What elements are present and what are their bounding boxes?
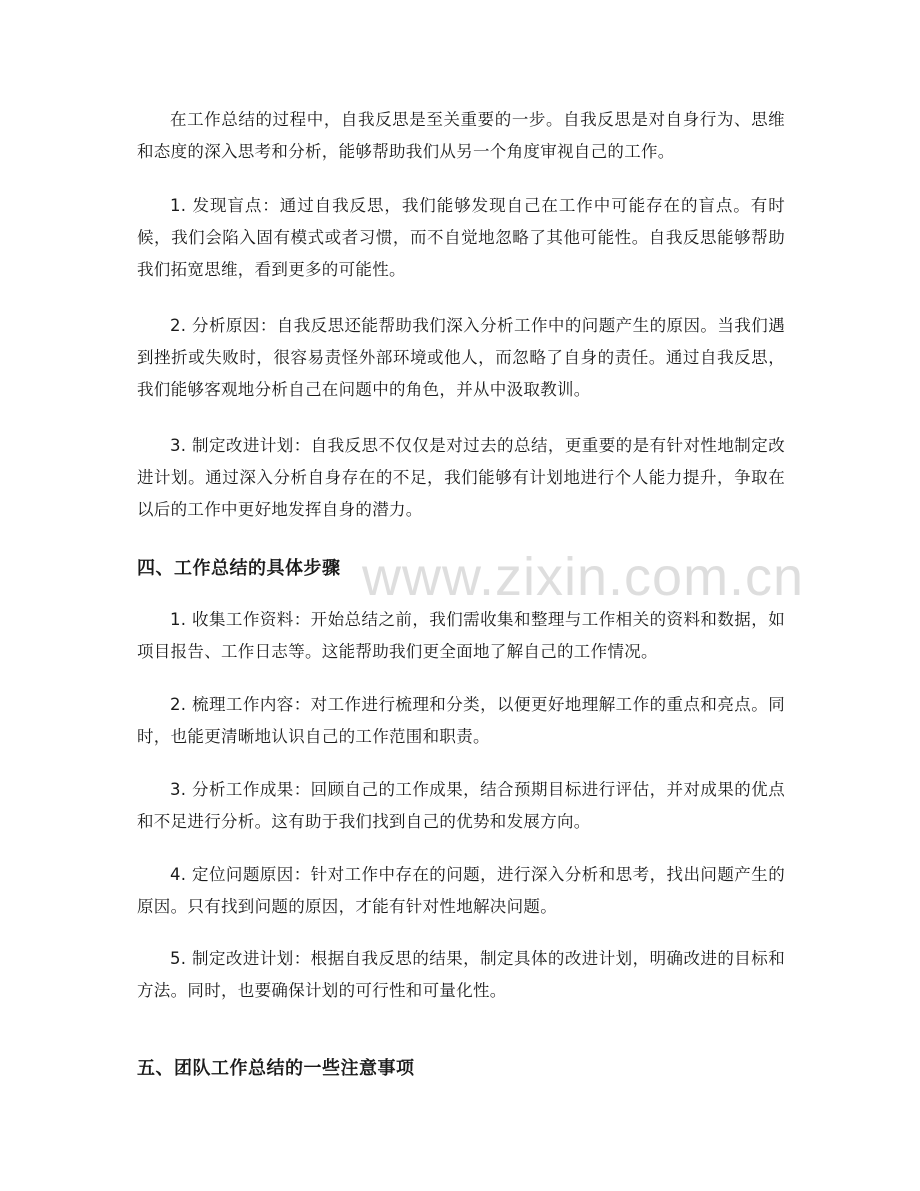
reflection-point-1: 1. 发现盲点：通过自我反思，我们能够发现自己在工作中可能存在的盲点。有时候，我们会陷入固有模式或者习惯，而不自觉地忽略了其他可能性。自我反思能够帮助我们拓宽思维，看到更多的可能性。	[137, 196, 785, 279]
intro-paragraph: 在工作总结的过程中，自我反思是至关重要的一步。自我反思是对自身行为、思维和态度的深入思考和分析，能够帮助我们从另一个角度审视自己的工作。	[137, 110, 785, 161]
step-3: 3. 分析工作成果：回顾自己的工作成果，结合预期目标进行评估，并对成果的优点和不足进行分析。这有助于我们找到自己的优势和发展方向。	[137, 780, 785, 831]
watermark: www.zixin.com.cn	[362, 547, 805, 607]
section-5-heading: 五、团队工作总结的一些注意事项	[137, 1058, 415, 1079]
step-4: 4. 定位问题原因：针对工作中存在的问题，进行深入分析和思考，找出问题产生的原因。只有找到问题的原因，才能有针对性地解决问题。	[137, 865, 785, 916]
step-5: 5. 制定改进计划：根据自我反思的结果，制定具体的改进计划，明确改进的目标和方法。同时，也要确保计划的可行性和可量化性。	[137, 949, 785, 1000]
reflection-point-3: 3. 制定改进计划：自我反思不仅仅是对过去的总结，更重要的是有针对性地制定改进计划。通过深入分析自身存在的不足，我们能够有计划地进行个人能力提升，争取在以后的工作中更好地发挥自身的潜力。	[137, 436, 785, 519]
step-2: 2. 梳理工作内容：对工作进行梳理和分类，以便更好地理解工作的重点和亮点。同时，也能更清晰地认识自己的工作范围和职责。	[137, 695, 785, 746]
reflection-point-2: 2. 分析原因：自我反思还能帮助我们深入分析工作中的问题产生的原因。当我们遇到挫折或失败时，很容易责怪外部环境或他人，而忽略了自身的责任。通过自我反思，我们能够客观地分析自己在问题中的角色，并从中汲取教训。	[137, 316, 785, 399]
section-4-heading: 四、工作总结的具体步骤	[137, 558, 341, 579]
step-1: 1. 收集工作资料：开始总结之前，我们需收集和整理与工作相关的资料和数据，如项目报告、工作日志等。这能帮助我们更全面地了解自己的工作情况。	[137, 610, 785, 661]
